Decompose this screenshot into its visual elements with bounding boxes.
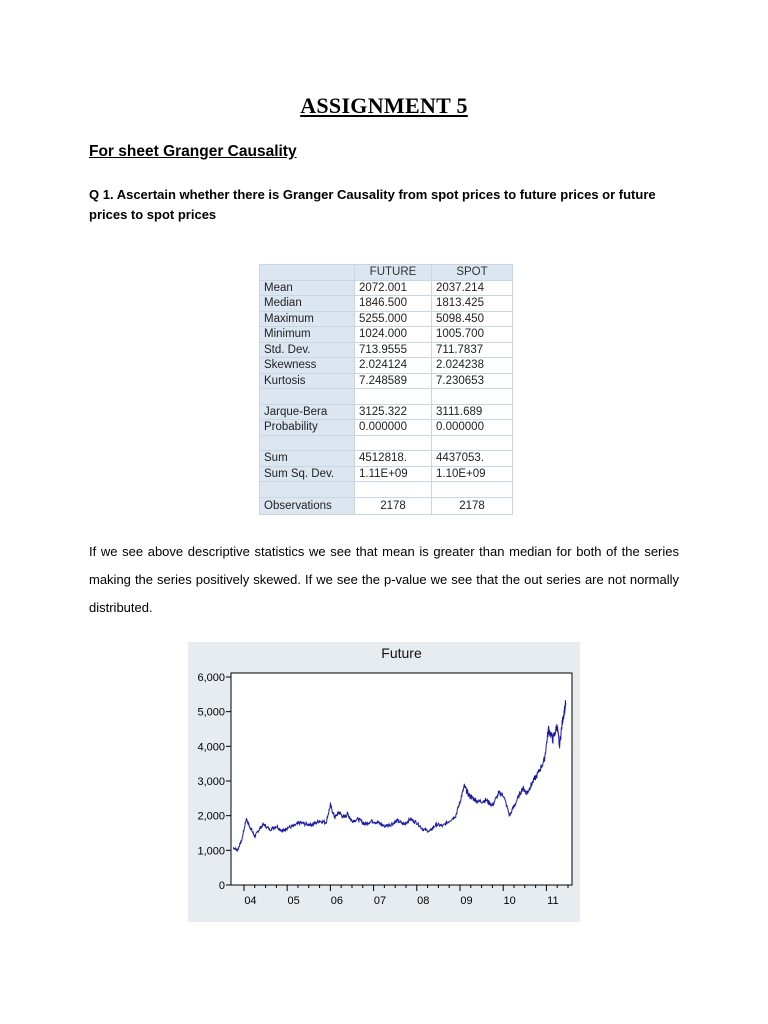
table-row	[260, 497, 513, 514]
row-label: Skewness	[260, 358, 355, 374]
spot-value: 711.7837	[432, 342, 513, 358]
spot-value: 1.10E+09	[432, 466, 513, 482]
spot-value: 3111.689	[432, 404, 513, 420]
y-tick-label: 1,000	[197, 845, 225, 858]
row-label: Probability	[260, 420, 355, 436]
table-row	[260, 420, 513, 436]
descriptive-stats-table	[259, 264, 513, 515]
future-value: 5255.000	[355, 311, 432, 327]
row-label: Minimum	[260, 327, 355, 343]
row-label: Kurtosis	[260, 373, 355, 389]
spot-value: 2.024238	[432, 358, 513, 374]
row-label: Sum	[260, 451, 355, 467]
future-value	[355, 482, 432, 498]
table-row	[260, 311, 513, 327]
header-blank	[260, 265, 355, 281]
x-tick-label: 05	[287, 895, 300, 907]
future-value: 713.9555	[355, 342, 432, 358]
spot-value	[432, 435, 513, 451]
row-label	[260, 435, 355, 451]
future-value: 3125.322	[355, 404, 432, 420]
table-row	[260, 373, 513, 389]
row-label: Maximum	[260, 311, 355, 327]
y-tick-label: 4,000	[197, 741, 225, 754]
future-value: 1024.000	[355, 327, 432, 343]
spot-value: 2037.214	[432, 280, 513, 296]
future-chart-svg	[188, 642, 580, 922]
sheet-heading: For sheet Granger Causality	[89, 143, 297, 160]
future-value: 2.024124	[355, 358, 432, 374]
y-tick-label: 2,000	[197, 810, 225, 823]
spot-value: 4437053.	[432, 451, 513, 467]
table-row	[260, 327, 513, 343]
table-row	[260, 296, 513, 312]
table-row	[260, 451, 513, 467]
x-tick-label: 04	[244, 895, 257, 907]
header-spot: SPOT	[432, 265, 513, 281]
table-row	[260, 358, 513, 374]
table-row	[260, 342, 513, 358]
row-label	[260, 389, 355, 405]
spot-value	[432, 389, 513, 405]
analysis-paragraph: If we see above descriptive statistics we see that mean is greater than median for both of the series making the series positively skewed. If we see the p-value we see that the out series are not normally distributed.	[89, 544, 679, 615]
row-label: Mean	[260, 280, 355, 296]
future-value: 2072.001	[355, 280, 432, 296]
question-text: Q 1. Ascertain whether there is Granger Causality from spot prices to future prices or future prices to spot prices	[89, 187, 656, 222]
spot-value: 5098.450	[432, 311, 513, 327]
row-label	[260, 482, 355, 498]
future-value: 1846.500	[355, 296, 432, 312]
future-value: 1.11E+09	[355, 466, 432, 482]
x-tick-label: 11	[547, 895, 559, 907]
row-label: Median	[260, 296, 355, 312]
y-tick-label: 6,000	[197, 672, 225, 684]
table-header-row	[260, 265, 513, 281]
table-row	[260, 404, 513, 420]
y-tick-label: 5,000	[197, 706, 225, 719]
table-row	[260, 482, 513, 498]
future-value	[355, 435, 432, 451]
row-label: Jarque-Bera	[260, 404, 355, 420]
x-tick-label: 06	[330, 895, 343, 907]
spot-value: 1813.425	[432, 296, 513, 312]
x-tick-label: 08	[417, 895, 430, 907]
spot-value: 7.230653	[432, 373, 513, 389]
table-row	[260, 466, 513, 482]
table-row	[260, 435, 513, 451]
chart-title: Future	[381, 645, 422, 661]
future-value: 0.000000	[355, 420, 432, 436]
row-label: Sum Sq. Dev.	[260, 466, 355, 482]
assignment-title: ASSIGNMENT 5	[300, 93, 468, 118]
future-value: 4512818.	[355, 451, 432, 467]
x-tick-label: 07	[373, 895, 387, 907]
future-chart	[188, 642, 580, 922]
row-label: Observations	[260, 497, 355, 514]
x-tick-label: 10	[503, 895, 516, 907]
table-row	[260, 389, 513, 405]
spot-value: 2178	[432, 497, 513, 514]
future-value: 7.248589	[355, 373, 432, 389]
table-row	[260, 280, 513, 296]
y-tick-label: 0	[218, 880, 225, 892]
spot-value	[432, 482, 513, 498]
row-label: Std. Dev.	[260, 342, 355, 358]
future-value	[355, 389, 432, 405]
plot-area	[231, 673, 572, 885]
future-value: 2178	[355, 497, 432, 514]
x-tick-label: 09	[460, 895, 473, 907]
spot-value: 1005.700	[432, 327, 513, 343]
spot-value: 0.000000	[432, 420, 513, 436]
y-tick-label: 3,000	[197, 776, 225, 788]
header-future: FUTURE	[355, 265, 432, 281]
stats-table-body	[260, 280, 513, 514]
